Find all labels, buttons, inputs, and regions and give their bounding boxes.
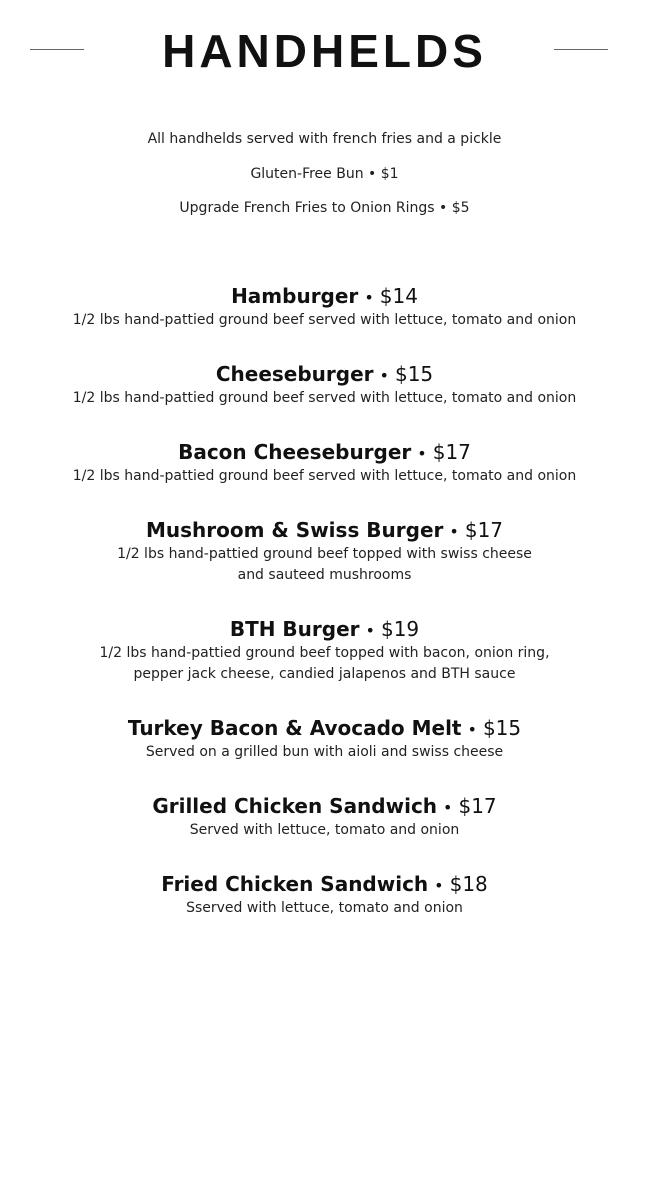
note-gluten-free: Gluten-Free Bun • $1 (250, 165, 399, 182)
header-rule-right (554, 49, 608, 50)
menu-item (0, 282, 649, 331)
menu-item-title-line (0, 615, 649, 643)
menu-item-price: $15 (394, 362, 434, 386)
bullet-separator: • (364, 288, 374, 307)
menu-item (0, 714, 649, 763)
menu-item-title-line (0, 870, 649, 898)
menu-item-description (0, 898, 649, 919)
menu-item-name: Grilled Chicken Sandwich (152, 794, 438, 818)
menu-item-description (0, 544, 649, 586)
menu-notes (0, 128, 649, 232)
bullet-separator: • (417, 444, 427, 463)
menu-item (0, 792, 649, 841)
menu-item-description (0, 643, 649, 685)
menu-item-price: $17 (432, 440, 471, 464)
menu-header (0, 26, 649, 76)
menu-item-name: Bacon Cheeseburger (178, 440, 412, 464)
menu-item (0, 615, 649, 685)
menu-item (0, 438, 649, 487)
page-title: HANDHELDS (162, 25, 487, 77)
menu-item (0, 516, 649, 586)
menu-item-price: $15 (482, 716, 522, 740)
menu-item-description-line: Served with lettuce, tomato and onion (189, 822, 460, 838)
menu-item-title-line (0, 714, 649, 742)
bullet-separator: • (365, 621, 375, 640)
menu-item-name: BTH Burger (229, 617, 360, 641)
menu-item (0, 360, 649, 409)
menu-item-name: Fried Chicken Sandwich (161, 872, 429, 896)
menu-item-title-line (0, 516, 649, 544)
note-upgrade: Upgrade French Fries to Onion Rings • $5 (179, 200, 470, 216)
menu-item-name: Cheeseburger (215, 362, 374, 386)
menu-item-description-line: 1/2 lbs hand-pattied ground beef served with lettuce, tomato and onion (72, 390, 577, 406)
bullet-separator: • (434, 876, 444, 895)
menu-item-description-line: 1/2 lbs hand-pattied ground beef served with lettuce, tomato and onion (72, 312, 577, 328)
menu-item-price: $17 (464, 518, 504, 542)
menu-items (0, 282, 649, 919)
menu-item-description-line: and sauteed mushrooms (237, 567, 412, 583)
menu-item-price: $18 (449, 872, 488, 896)
menu-item-price: $19 (380, 617, 420, 641)
header-rule-left (30, 49, 84, 50)
menu-item-price: $14 (379, 284, 418, 308)
bullet-separator: • (379, 366, 389, 385)
menu-item-description (0, 820, 649, 841)
menu-item-title-line (0, 438, 649, 466)
menu-item-price: $17 (458, 794, 497, 818)
menu-item-description-line: Served on a grilled bun with aioli and swiss cheese (145, 744, 504, 760)
menu-item-description (0, 742, 649, 763)
menu-item-description-line: 1/2 lbs hand-pattied ground beef topped with bacon, onion ring, (99, 645, 550, 661)
menu-item-title-line (0, 360, 649, 388)
menu-item-description (0, 466, 649, 487)
bullet-separator: • (449, 522, 459, 541)
menu-item (0, 870, 649, 919)
menu-item-title-line (0, 282, 649, 310)
menu-item-description (0, 388, 649, 409)
menu-item-description (0, 310, 649, 331)
bullet-separator: • (467, 720, 477, 739)
menu-item-description-line: 1/2 lbs hand-pattied ground beef topped with swiss cheese (117, 546, 532, 562)
menu-item-description-line: Sserved with lettuce, tomato and onion (186, 900, 463, 916)
menu-item-description-line: 1/2 lbs hand-pattied ground beef served with lettuce, tomato and onion (72, 468, 577, 484)
menu-item-name: Hamburger (231, 284, 359, 308)
bullet-separator: • (443, 798, 453, 817)
menu-item-title-line (0, 792, 649, 820)
menu-item-name: Mushroom & Swiss Burger (145, 518, 444, 542)
menu-item-name: Turkey Bacon & Avocado Melt (127, 716, 462, 740)
note-sides: All handhelds served with french fries and a pickle (147, 131, 502, 147)
menu-item-description-line: pepper jack cheese, candied jalapenos and BTH sauce (133, 666, 516, 682)
